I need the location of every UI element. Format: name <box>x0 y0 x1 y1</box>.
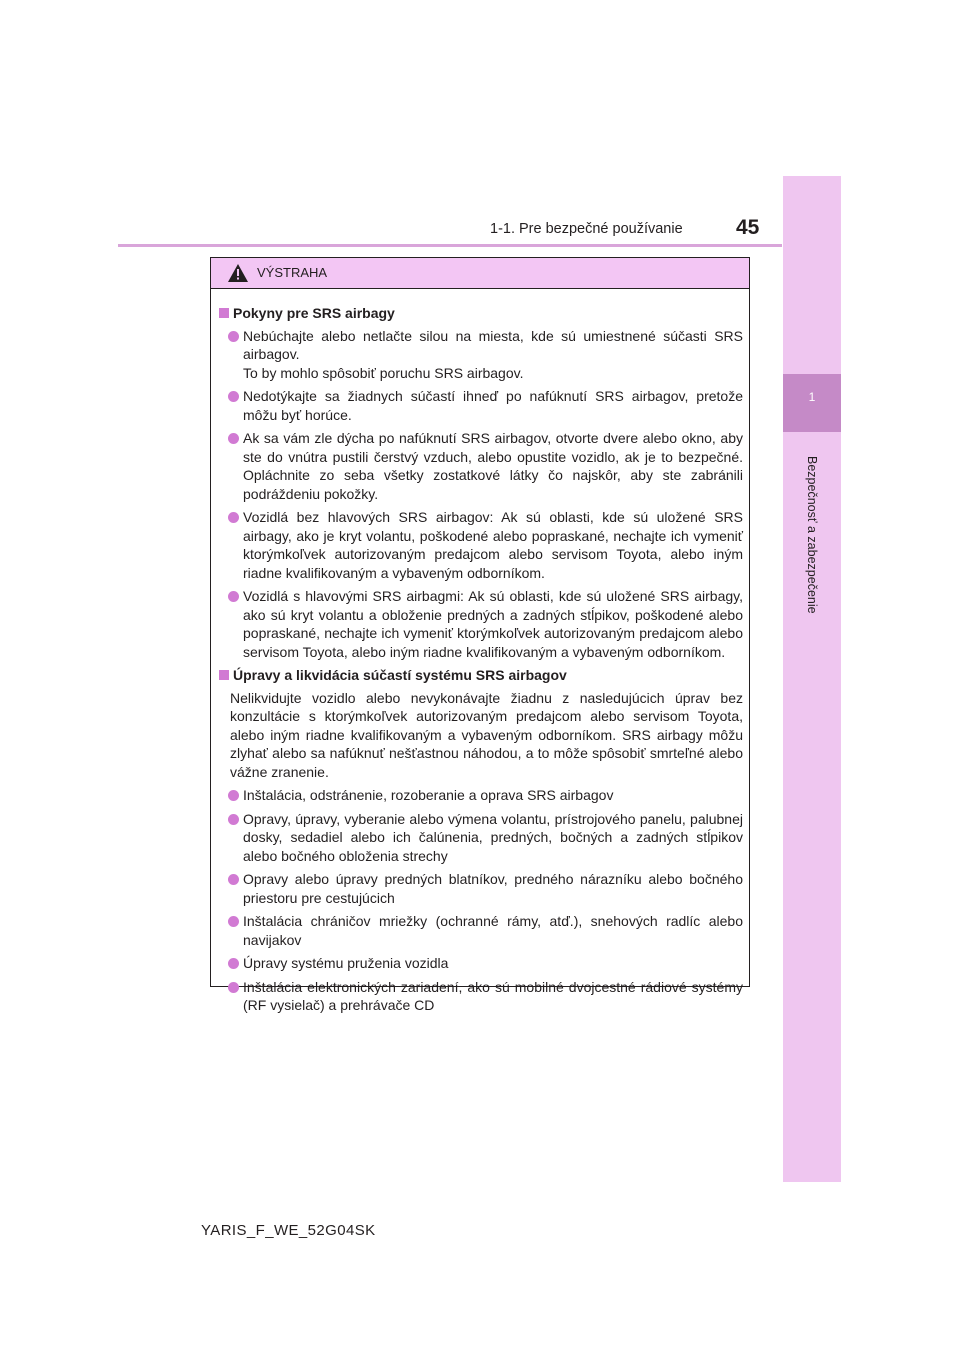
list-item-text: Inštalácia chráničov mriežky (ochranné rámy, atď.), snehových radlíc alebo navijakov <box>243 913 743 948</box>
list-item <box>219 508 743 582</box>
chapter-number-tab <box>783 374 841 432</box>
bullet-icon <box>228 331 239 342</box>
header-rule <box>118 244 782 247</box>
section-title: Úpravy a likvidácia súčastí systému SRS airbagov <box>219 666 743 685</box>
bullet-icon <box>228 591 239 602</box>
warning-content <box>211 289 749 1015</box>
chapter-side-tab <box>783 176 841 1182</box>
warning-triangle-icon <box>228 264 248 282</box>
chapter-number: 1 <box>808 390 816 404</box>
bullet-icon <box>228 958 239 969</box>
list-item <box>219 387 743 424</box>
list-item-text: Nedotýkajte sa žiadnych súčastí ihneď po nafúknutí SRS airbagov, pretože môžu byť horúce. <box>243 388 743 423</box>
list-item <box>219 978 743 1015</box>
list-item-text: Nebúchajte alebo netlačte silou na miesta, kde sú umiestnené súčasti SRS airbagov. <box>243 327 743 362</box>
warning-box <box>210 257 750 1013</box>
bullet-icon <box>228 916 239 927</box>
bullet-icon <box>228 512 239 523</box>
list-item <box>219 954 743 973</box>
list-item-text: Vozidlá s hlavovými SRS airbagmi: Ak sú oblasti, kde sú uložené SRS airbagy, ako sú kryt volantu a obloženie predných a zadných stĺpikov, poškodené alebo popraskané, nechajte ich vymeniť ktorýmkoľvek autorizovaným predajcom alebo servisom Toyota, alebo iným riadne kvalifikovaným a vybaveným odborníkom. <box>243 588 743 660</box>
list-item-text: Úpravy systému pruženia vozidla <box>243 955 449 971</box>
bullet-icon <box>228 982 239 993</box>
list-item <box>219 870 743 907</box>
list-item-text: Inštalácia, odstránenie, rozoberanie a oprava SRS airbagov <box>243 787 614 803</box>
list-item-text: Opravy alebo úpravy predných blatníkov, predného nárazníku alebo bočného priestoru pre cestujúcich <box>243 871 743 906</box>
list-item-text: Ak sa vám zle dýcha po nafúknutí SRS airbagov, otvorte dvere alebo okno, aby ste do vnútra pustili čerstvý vzduch, alebo opustite vozidlo, ak je to bezpečné. Opláchnite zo seba všetky zostatkové látky čo najskôr, aby ste zabránili podráždeniu pokožky. <box>243 430 743 502</box>
bullet-icon <box>228 874 239 885</box>
footer-code: YARIS_F_WE_52G04SK <box>201 1222 376 1239</box>
bullet-icon <box>228 814 239 825</box>
bullet-icon <box>228 433 239 444</box>
chapter-title: Bezpečnosť a zabezpečenie <box>805 456 819 614</box>
section-title: Pokyny pre SRS airbagy <box>219 304 743 323</box>
list-item <box>219 786 743 805</box>
list-item-note: To by mohlo spôsobiť poruchu SRS airbagov. <box>243 364 524 381</box>
list-item-text: Inštalácia elektronických zariadení, ako sú mobilné dvojcestné rádiové systémy (RF vysielač) a prehrávače CD <box>243 978 743 1013</box>
warning-label: VÝSTRAHA <box>257 265 328 280</box>
header-title: 1-1. Pre bezpečné používanie <box>490 221 683 237</box>
list-item <box>219 587 743 661</box>
page-number: 45 <box>736 216 760 239</box>
bullet-icon <box>228 391 239 402</box>
list-item-text: Opravy, úpravy, vyberanie alebo výmena volantu, prístrojového panelu, palubnej dosky, sedadiel alebo ich čalúnenia, predných, bočných a zadných stĺpikov alebo bočného obloženia strechy <box>243 810 743 864</box>
warning-header <box>211 258 749 289</box>
list-item <box>219 327 743 383</box>
list-item <box>219 810 743 866</box>
list-item <box>219 912 743 949</box>
list-item <box>219 429 743 503</box>
bullet-icon <box>228 790 239 801</box>
section-intro: Nelikvidujte vozidlo alebo nevykonávajte žiadnu z nasledujúcich úprav bez konzultácie s ktorýmkoľvek autorizovaným predajcom alebo servisom Toyota, alebo iným riadne kvalifikovaným a vybaveným odborníkom. SRS airbagy môžu zlyhať alebo sa nafúknuť nešťastnou náhodou, a to môže spôsobiť smrteľné alebo vážne zranenie. <box>230 689 743 780</box>
list-item-text: Vozidlá bez hlavových SRS airbagov: Ak sú oblasti, kde sú uložené SRS airbagy, ako je kryt volantu, poškodené alebo popraskané, nechajte ich vymeniť ktorýmkoľvek autorizovaným predajcom alebo servisom Toyota, alebo iným riadne kvalifikovaným a vybaveným odborníkom. <box>243 509 743 581</box>
